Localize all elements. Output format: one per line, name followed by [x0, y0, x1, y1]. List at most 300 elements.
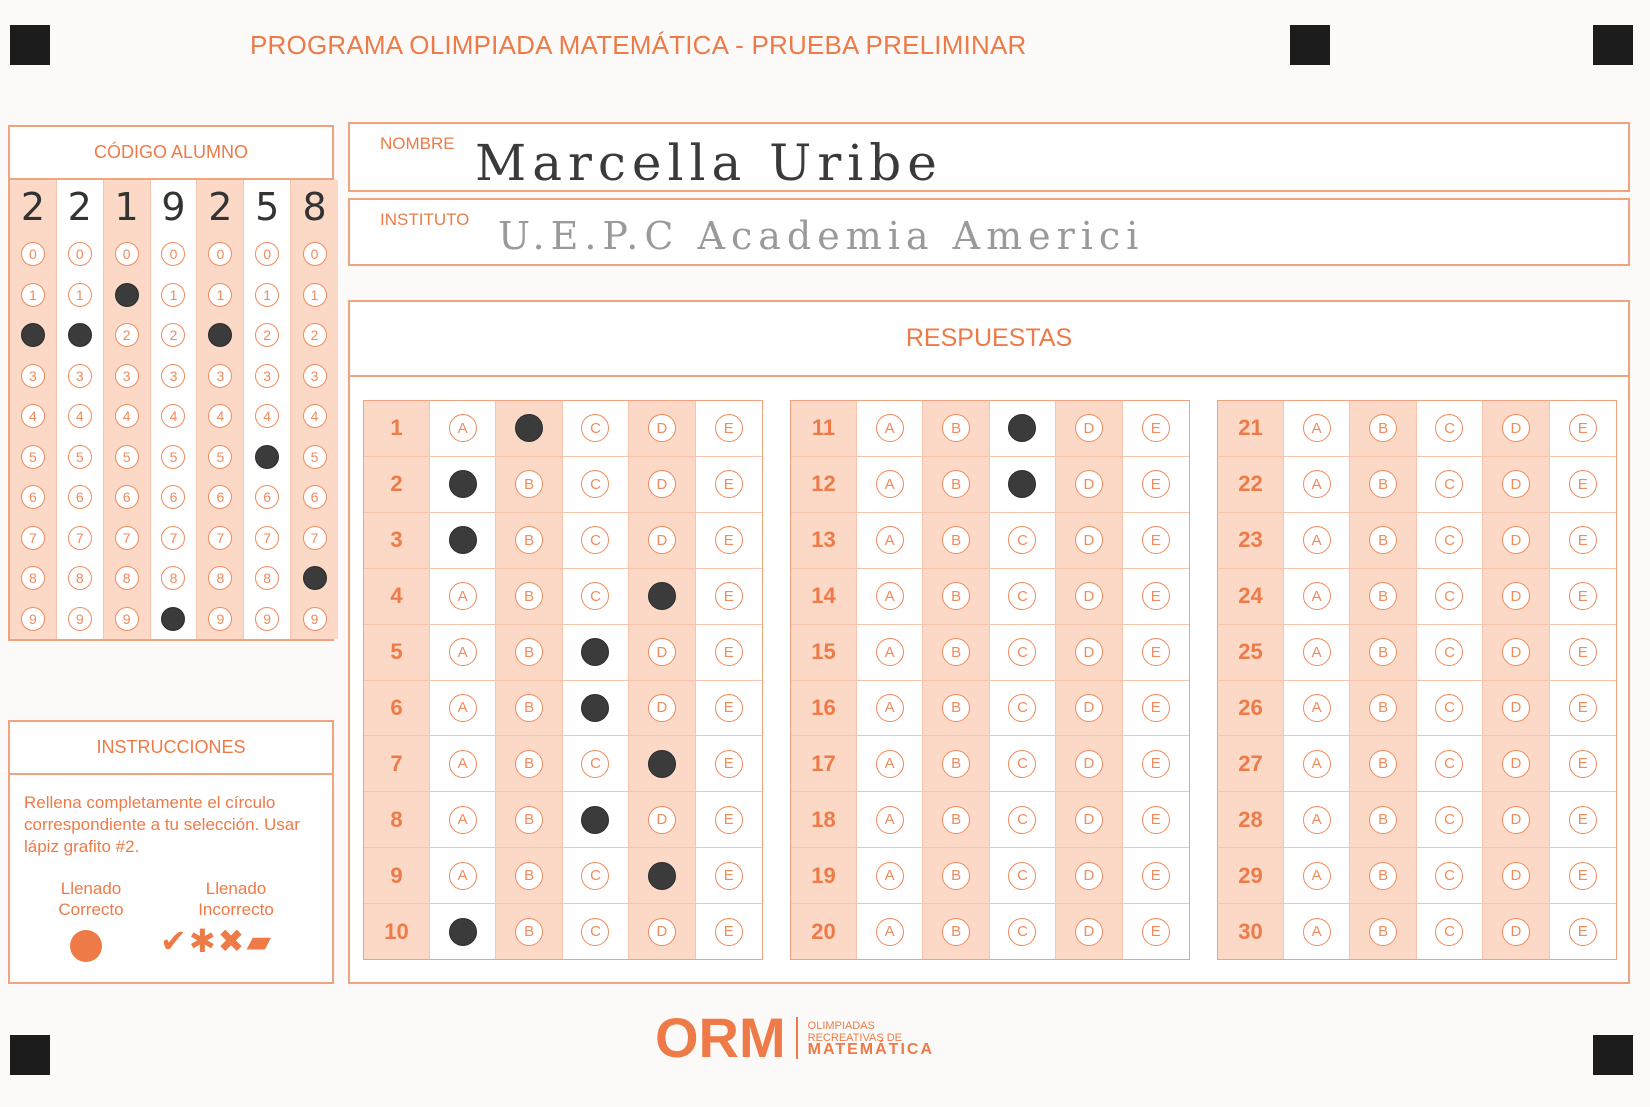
answer-bubble-e[interactable]: E [715, 918, 743, 946]
answer-bubble-a[interactable]: A [876, 638, 904, 666]
code-bubble-5[interactable]: 5 [303, 445, 327, 469]
correct-fill-label: Llenado Correcto [58, 879, 124, 919]
answer-bubble-d[interactable]: D [1502, 918, 1530, 946]
answer-bubble-a[interactable]: A [876, 414, 904, 442]
code-bubble-9[interactable]: 9 [161, 607, 185, 631]
answer-bubble-a[interactable]: A [1303, 414, 1331, 442]
code-cell [151, 315, 197, 356]
answer-bubble-b[interactable]: B [942, 806, 970, 834]
answer-bubble-c[interactable]: C [581, 470, 609, 498]
answer-bubble-c[interactable]: C [581, 918, 609, 946]
answer-bubble-a[interactable]: A [449, 918, 477, 946]
code-cell [151, 437, 197, 478]
answer-bubble-c[interactable]: C [1435, 750, 1463, 778]
code-column-3 [104, 180, 151, 639]
code-bubble-5[interactable]: 5 [208, 445, 232, 469]
answer-cell [1284, 736, 1350, 791]
name-field[interactable] [348, 122, 1630, 192]
answer-bubble-c[interactable]: C [1435, 526, 1463, 554]
code-bubble-6[interactable]: 6 [255, 485, 279, 509]
code-bubble-9[interactable]: 9 [115, 607, 139, 631]
answer-bubble-a[interactable]: A [1303, 526, 1331, 554]
code-bubble-8[interactable]: 8 [68, 566, 92, 590]
code-bubble-9[interactable]: 9 [303, 607, 327, 631]
code-bubble-6[interactable]: 6 [21, 485, 45, 509]
code-cell [244, 275, 290, 316]
answer-bubble-b[interactable]: B [1369, 806, 1397, 834]
answer-bubble-e[interactable]: E [1142, 638, 1170, 666]
question-number: 3 [364, 513, 430, 568]
answer-bubble-c[interactable]: C [581, 750, 609, 778]
answer-bubble-e[interactable]: E [1569, 862, 1597, 890]
answer-bubble-b[interactable]: B [515, 694, 543, 722]
answer-bubble-c[interactable]: C [1008, 526, 1036, 554]
answer-bubble-b[interactable]: B [1369, 862, 1397, 890]
code-bubble-6[interactable]: 6 [115, 485, 139, 509]
code-bubble-3[interactable]: 3 [115, 364, 139, 388]
answer-cell [857, 625, 923, 680]
answer-bubble-e[interactable]: E [1142, 414, 1170, 442]
answer-bubble-b[interactable]: B [1369, 470, 1397, 498]
answer-bubble-c[interactable]: C [1008, 862, 1036, 890]
answer-bubble-a[interactable]: A [449, 750, 477, 778]
answer-bubble-c[interactable]: C [1435, 806, 1463, 834]
code-bubble-2[interactable]: 2 [161, 323, 185, 347]
answer-bubble-b[interactable]: B [515, 638, 543, 666]
answer-bubble-d[interactable]: D [1075, 638, 1103, 666]
code-cell [291, 437, 338, 478]
code-bubble-2[interactable]: 2 [115, 323, 139, 347]
code-cell [244, 558, 290, 599]
answer-bubble-a[interactable]: A [449, 862, 477, 890]
student-code-grid [10, 180, 338, 639]
answer-cell [696, 848, 762, 903]
answer-bubble-e[interactable]: E [715, 470, 743, 498]
answer-bubble-c[interactable]: C [1435, 638, 1463, 666]
answer-cell [923, 736, 989, 791]
code-bubble-4[interactable]: 4 [208, 404, 232, 428]
answer-cell [629, 736, 695, 791]
answer-bubble-e[interactable]: E [1142, 582, 1170, 610]
code-bubble-3[interactable]: 3 [255, 364, 279, 388]
answer-bubble-b[interactable]: B [515, 582, 543, 610]
registration-mark-top-left [10, 25, 50, 65]
answer-bubble-e[interactable]: E [1142, 470, 1170, 498]
answer-bubble-e[interactable]: E [1569, 806, 1597, 834]
answer-bubble-e[interactable]: E [1569, 638, 1597, 666]
answer-bubble-e[interactable]: E [1569, 694, 1597, 722]
answer-bubble-c[interactable]: C [1008, 694, 1036, 722]
answer-bubble-e[interactable]: E [715, 582, 743, 610]
answer-bubble-e[interactable]: E [1142, 750, 1170, 778]
answer-bubble-d[interactable]: D [1502, 806, 1530, 834]
code-bubble-5[interactable]: 5 [115, 445, 139, 469]
code-bubble-5[interactable]: 5 [161, 445, 185, 469]
answer-bubble-d[interactable]: D [1502, 750, 1530, 778]
answer-bubble-c[interactable]: C [1435, 470, 1463, 498]
answer-bubble-a[interactable]: A [449, 806, 477, 834]
answer-bubble-a[interactable]: A [876, 918, 904, 946]
answer-row-4 [364, 569, 762, 625]
code-bubble-8[interactable]: 8 [208, 566, 232, 590]
answer-bubble-d[interactable]: D [1502, 694, 1530, 722]
code-bubble-4[interactable]: 4 [21, 404, 45, 428]
answer-row-13 [791, 513, 1189, 569]
code-bubble-1[interactable]: 1 [68, 283, 92, 307]
code-cell [151, 275, 197, 316]
answer-bubble-d[interactable]: D [648, 414, 676, 442]
answer-bubble-b[interactable]: B [942, 862, 970, 890]
code-bubble-6[interactable]: 6 [303, 485, 327, 509]
answer-bubble-d[interactable]: D [648, 582, 676, 610]
answer-bubble-a[interactable]: A [876, 470, 904, 498]
answer-bubble-d[interactable]: D [1075, 806, 1103, 834]
answer-bubble-a[interactable]: A [449, 582, 477, 610]
answer-bubble-d[interactable]: D [1502, 414, 1530, 442]
answer-bubble-b[interactable]: B [515, 414, 543, 442]
answer-bubble-b[interactable]: B [515, 750, 543, 778]
answer-bubble-b[interactable]: B [1369, 582, 1397, 610]
answer-cell [1483, 625, 1549, 680]
answer-bubble-b[interactable]: B [515, 806, 543, 834]
answer-bubble-b[interactable]: B [1369, 694, 1397, 722]
code-bubble-0[interactable]: 0 [21, 242, 45, 266]
code-cell [197, 396, 243, 437]
question-number: 28 [1218, 792, 1284, 847]
code-bubble-2[interactable]: 2 [303, 323, 327, 347]
answer-bubble-e[interactable]: E [715, 694, 743, 722]
answer-bubble-b[interactable]: B [515, 862, 543, 890]
code-bubble-5[interactable]: 5 [21, 445, 45, 469]
answer-bubble-c[interactable]: C [581, 694, 609, 722]
answer-row-29 [1218, 848, 1616, 904]
answer-bubble-c[interactable]: C [581, 582, 609, 610]
answer-bubble-c[interactable]: C [581, 526, 609, 554]
answer-bubble-b[interactable]: B [515, 526, 543, 554]
answer-bubble-a[interactable]: A [1303, 806, 1331, 834]
code-cell [244, 356, 290, 397]
answer-bubble-c[interactable]: C [581, 862, 609, 890]
logo-line-1: OLIMPIADAS [807, 1019, 875, 1032]
answer-cell [1056, 513, 1122, 568]
code-bubble-8[interactable]: 8 [115, 566, 139, 590]
answer-bubble-d[interactable]: D [1075, 862, 1103, 890]
answer-bubble-d[interactable]: D [1502, 470, 1530, 498]
code-bubble-1[interactable]: 1 [303, 283, 327, 307]
answer-bubble-c[interactable]: C [1435, 694, 1463, 722]
answer-bubble-c[interactable]: C [581, 638, 609, 666]
answer-cell [1417, 569, 1483, 624]
answer-bubble-a[interactable]: A [876, 582, 904, 610]
institute-label: INSTITUTO [380, 210, 470, 229]
answer-bubble-b[interactable]: B [1369, 918, 1397, 946]
answer-bubble-c[interactable]: C [1435, 918, 1463, 946]
answer-bubble-b[interactable]: B [1369, 750, 1397, 778]
answer-cell [1056, 848, 1122, 903]
answer-bubble-a[interactable]: A [1303, 694, 1331, 722]
answer-bubble-d[interactable]: D [1075, 414, 1103, 442]
answer-bubble-a[interactable]: A [876, 526, 904, 554]
answer-bubble-b[interactable]: B [515, 470, 543, 498]
institute-value: U.E.P.C Academia Americi [498, 214, 1145, 258]
answer-row-17 [791, 736, 1189, 792]
answer-cell [1123, 904, 1189, 959]
code-bubble-2[interactable]: 2 [255, 323, 279, 347]
answers-block-21-30 [1217, 400, 1617, 960]
code-cell [57, 315, 103, 356]
answer-bubble-c[interactable]: C [1008, 414, 1036, 442]
answer-cell [1056, 792, 1122, 847]
answer-cell [696, 513, 762, 568]
answer-bubble-e[interactable]: E [1142, 526, 1170, 554]
answer-bubble-a[interactable]: A [449, 470, 477, 498]
answer-bubble-d[interactable]: D [1075, 470, 1103, 498]
answer-bubble-d[interactable]: D [1502, 582, 1530, 610]
answer-bubble-e[interactable]: E [715, 862, 743, 890]
code-bubble-6[interactable]: 6 [208, 485, 232, 509]
code-bubble-1[interactable]: 1 [161, 283, 185, 307]
answer-bubble-b[interactable]: B [942, 750, 970, 778]
answer-bubble-e[interactable]: E [715, 414, 743, 442]
answer-bubble-a[interactable]: A [876, 862, 904, 890]
answer-bubble-b[interactable]: B [1369, 526, 1397, 554]
answer-bubble-a[interactable]: A [1303, 862, 1331, 890]
question-number: 26 [1218, 681, 1284, 736]
answer-bubble-b[interactable]: B [942, 582, 970, 610]
code-bubble-1[interactable]: 1 [115, 283, 139, 307]
answer-cell [857, 904, 923, 959]
answer-bubble-a[interactable]: A [876, 750, 904, 778]
code-bubble-2[interactable]: 2 [21, 323, 45, 347]
answer-bubble-b[interactable]: B [515, 918, 543, 946]
answer-bubble-c[interactable]: C [1008, 918, 1036, 946]
answer-cell [1056, 736, 1122, 791]
code-cell [104, 275, 150, 316]
code-bubble-0[interactable]: 0 [115, 242, 139, 266]
answer-bubble-c[interactable]: C [1008, 750, 1036, 778]
answer-bubble-a[interactable]: A [1303, 918, 1331, 946]
code-cell [10, 234, 56, 275]
answer-bubble-b[interactable]: B [942, 694, 970, 722]
code-bubble-7[interactable]: 7 [115, 526, 139, 550]
code-bubble-1[interactable]: 1 [21, 283, 45, 307]
answer-row-23 [1218, 513, 1616, 569]
code-cell [104, 437, 150, 478]
answer-cell [496, 457, 562, 512]
answer-row-24 [1218, 569, 1616, 625]
answer-cell [923, 904, 989, 959]
answer-bubble-c[interactable]: C [1008, 470, 1036, 498]
answer-bubble-e[interactable]: E [715, 806, 743, 834]
code-bubble-4[interactable]: 4 [161, 404, 185, 428]
answer-cell [563, 569, 629, 624]
code-bubble-4[interactable]: 4 [115, 404, 139, 428]
answer-row-28 [1218, 792, 1616, 848]
code-cell [291, 518, 338, 559]
answer-bubble-a[interactable]: A [1303, 750, 1331, 778]
answer-cell [990, 736, 1056, 791]
answer-cell [923, 569, 989, 624]
answer-bubble-a[interactable]: A [876, 806, 904, 834]
answer-bubble-b[interactable]: B [942, 638, 970, 666]
answer-cell [990, 681, 1056, 736]
code-cell [10, 518, 56, 559]
answer-cell [857, 792, 923, 847]
code-bubble-8[interactable]: 8 [255, 566, 279, 590]
answer-row-18 [791, 792, 1189, 848]
scribble-icon: ✱ [188, 922, 216, 960]
code-bubble-8[interactable]: 8 [303, 566, 327, 590]
answer-bubble-d[interactable]: D [1502, 862, 1530, 890]
answer-bubble-e[interactable]: E [1569, 414, 1597, 442]
code-bubble-7[interactable]: 7 [303, 526, 327, 550]
code-cell [57, 437, 103, 478]
answer-bubble-c[interactable]: C [1008, 806, 1036, 834]
code-bubble-9[interactable]: 9 [255, 607, 279, 631]
code-bubble-3[interactable]: 3 [21, 364, 45, 388]
answer-bubble-c[interactable]: C [1435, 414, 1463, 442]
answer-bubble-c[interactable]: C [1435, 582, 1463, 610]
answer-bubble-d[interactable]: D [648, 750, 676, 778]
code-bubble-7[interactable]: 7 [161, 526, 185, 550]
answer-cell [923, 792, 989, 847]
answer-cell [990, 569, 1056, 624]
code-bubble-0[interactable]: 0 [208, 242, 232, 266]
code-bubble-6[interactable]: 6 [68, 485, 92, 509]
answer-bubble-a[interactable]: A [449, 694, 477, 722]
code-bubble-1[interactable]: 1 [255, 283, 279, 307]
answer-bubble-d[interactable]: D [1502, 638, 1530, 666]
code-cell [10, 558, 56, 599]
student-code-title: CÓDIGO ALUMNO [10, 127, 332, 180]
answer-bubble-e[interactable]: E [1142, 918, 1170, 946]
code-bubble-0[interactable]: 0 [303, 242, 327, 266]
orm-logo [655, 1005, 934, 1070]
code-bubble-0[interactable]: 0 [255, 242, 279, 266]
code-bubble-5[interactable]: 5 [68, 445, 92, 469]
answer-bubble-d[interactable]: D [1502, 526, 1530, 554]
question-number: 22 [1218, 457, 1284, 512]
answer-bubble-d[interactable]: D [1075, 582, 1103, 610]
code-bubble-9[interactable]: 9 [208, 607, 232, 631]
answer-bubble-d[interactable]: D [648, 526, 676, 554]
code-cell [57, 275, 103, 316]
answer-bubble-e[interactable]: E [1569, 582, 1597, 610]
answer-bubble-a[interactable]: A [449, 526, 477, 554]
answer-bubble-e[interactable]: E [715, 750, 743, 778]
code-bubble-0[interactable]: 0 [161, 242, 185, 266]
answer-row-25 [1218, 625, 1616, 681]
answer-cell [1350, 625, 1416, 680]
answer-bubble-b[interactable]: B [942, 414, 970, 442]
answer-bubble-d[interactable]: D [1075, 694, 1103, 722]
answer-bubble-d[interactable]: D [1075, 750, 1103, 778]
answer-cell [1550, 401, 1616, 456]
code-cell [151, 234, 197, 275]
answer-bubble-d[interactable]: D [648, 862, 676, 890]
code-cell [151, 599, 197, 640]
answer-bubble-d[interactable]: D [1075, 526, 1103, 554]
code-bubble-3[interactable]: 3 [161, 364, 185, 388]
code-bubble-7[interactable]: 7 [208, 526, 232, 550]
answer-bubble-b[interactable]: B [942, 470, 970, 498]
answer-bubble-d[interactable]: D [648, 470, 676, 498]
code-bubble-9[interactable]: 9 [68, 607, 92, 631]
answer-bubble-b[interactable]: B [1369, 638, 1397, 666]
answer-bubble-e[interactable]: E [1569, 918, 1597, 946]
answer-cell [430, 792, 496, 847]
answer-bubble-b[interactable]: B [942, 918, 970, 946]
answer-bubble-e[interactable]: E [715, 638, 743, 666]
answer-bubble-e[interactable]: E [1569, 750, 1597, 778]
instructions-panel [8, 720, 334, 984]
institute-field[interactable] [348, 198, 1630, 266]
answer-bubble-b[interactable]: B [1369, 414, 1397, 442]
code-bubble-7[interactable]: 7 [68, 526, 92, 550]
question-number: 4 [364, 569, 430, 624]
code-bubble-8[interactable]: 8 [161, 566, 185, 590]
answer-bubble-e[interactable]: E [1569, 526, 1597, 554]
code-bubble-3[interactable]: 3 [208, 364, 232, 388]
orm-logo-text [808, 1020, 934, 1056]
code-bubble-0[interactable]: 0 [68, 242, 92, 266]
code-cell [197, 558, 243, 599]
answer-bubble-c[interactable]: C [1435, 862, 1463, 890]
answer-bubble-a[interactable]: A [449, 414, 477, 442]
code-cell [10, 356, 56, 397]
code-bubble-7[interactable]: 7 [255, 526, 279, 550]
registration-mark-top-center [1290, 25, 1330, 65]
code-bubble-9[interactable]: 9 [21, 607, 45, 631]
code-bubble-3[interactable]: 3 [68, 364, 92, 388]
answer-bubble-c[interactable]: C [581, 414, 609, 442]
answer-bubble-a[interactable]: A [876, 694, 904, 722]
code-bubble-4[interactable]: 4 [255, 404, 279, 428]
answer-bubble-d[interactable]: D [648, 806, 676, 834]
code-bubble-2[interactable]: 2 [208, 323, 232, 347]
code-bubble-8[interactable]: 8 [21, 566, 45, 590]
code-bubble-4[interactable]: 4 [303, 404, 327, 428]
code-bubble-6[interactable]: 6 [161, 485, 185, 509]
answer-bubble-e[interactable]: E [1569, 470, 1597, 498]
code-cell [10, 437, 56, 478]
answer-bubble-c[interactable]: C [581, 806, 609, 834]
answer-bubble-d[interactable]: D [648, 694, 676, 722]
answer-bubble-a[interactable]: A [449, 638, 477, 666]
answer-bubble-a[interactable]: A [1303, 638, 1331, 666]
answer-bubble-c[interactable]: C [1008, 582, 1036, 610]
answer-bubble-e[interactable]: E [715, 526, 743, 554]
answer-bubble-e[interactable]: E [1142, 862, 1170, 890]
code-bubble-7[interactable]: 7 [21, 526, 45, 550]
code-bubble-5[interactable]: 5 [255, 445, 279, 469]
answer-bubble-a[interactable]: A [1303, 582, 1331, 610]
answer-bubble-d[interactable]: D [648, 918, 676, 946]
answer-bubble-d[interactable]: D [648, 638, 676, 666]
code-bubble-1[interactable]: 1 [208, 283, 232, 307]
answer-bubble-e[interactable]: E [1142, 806, 1170, 834]
answer-bubble-e[interactable]: E [1142, 694, 1170, 722]
code-bubble-3[interactable]: 3 [303, 364, 327, 388]
code-bubble-4[interactable]: 4 [68, 404, 92, 428]
answer-cell [496, 401, 562, 456]
answer-cell [1550, 681, 1616, 736]
answer-bubble-b[interactable]: B [942, 526, 970, 554]
answer-bubble-d[interactable]: D [1075, 918, 1103, 946]
code-bubble-2[interactable]: 2 [68, 323, 92, 347]
answer-bubble-a[interactable]: A [1303, 470, 1331, 498]
answer-bubble-c[interactable]: C [1008, 638, 1036, 666]
